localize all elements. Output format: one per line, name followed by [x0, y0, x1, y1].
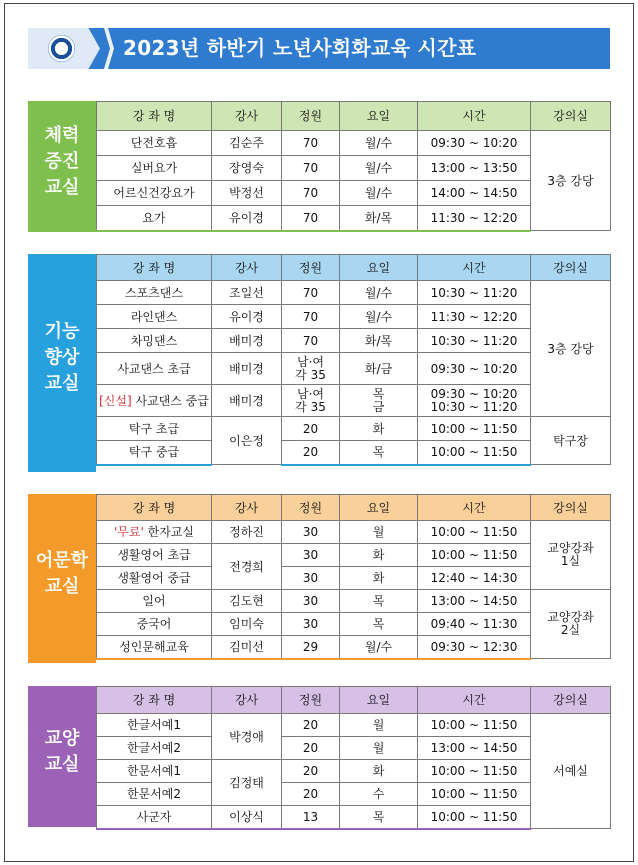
day: 화 — [340, 760, 418, 783]
time: 13:00 ~ 14:50 — [418, 737, 531, 760]
chevron-right-icon — [104, 28, 114, 69]
teacher: 배미경 — [212, 353, 282, 385]
capacity: 70 — [282, 329, 340, 353]
teacher: 전경희 — [212, 544, 282, 590]
time: 10:00 ~ 11:50 — [418, 544, 531, 567]
course-name: 라인댄스 — [97, 305, 212, 329]
day: 월/수 — [340, 281, 418, 305]
day: 화/금 — [340, 353, 418, 385]
col-header-teacher: 강사 — [212, 687, 282, 714]
col-header-teacher: 강사 — [212, 102, 282, 131]
teacher: 배미경 — [212, 385, 282, 417]
time: 10:00 ~ 11:50 — [418, 783, 531, 806]
col-header-teacher: 강사 — [212, 255, 282, 281]
room: 교양강좌 1실 — [531, 521, 611, 590]
col-header-capacity: 정원 — [282, 495, 340, 521]
teacher: 이은정 — [212, 417, 282, 465]
day: 화 — [340, 567, 418, 590]
category-label: 교양 교실 — [28, 686, 96, 827]
day: 목 — [340, 441, 418, 465]
time: 10:00 ~ 11:50 — [418, 417, 531, 441]
teacher: 장영숙 — [212, 156, 282, 181]
day: 목 — [340, 590, 418, 613]
time: 14:00 ~ 14:50 — [418, 181, 531, 206]
capacity: 20 — [282, 714, 340, 737]
section-language — [28, 494, 610, 663]
day: 월/수 — [340, 305, 418, 329]
course-name: 일어 — [97, 590, 212, 613]
table-row — [97, 281, 611, 305]
capacity: 20 — [282, 783, 340, 806]
time: 10:00 ~ 11:50 — [418, 441, 531, 465]
teacher: 조일선 — [212, 281, 282, 305]
free-course-tag: '무료' — [114, 525, 144, 539]
capacity: 남·여 각 35 — [282, 385, 340, 417]
day: 화/목 — [340, 206, 418, 231]
day: 목 금 — [340, 385, 418, 417]
course-name: 사교댄스 초급 — [97, 353, 212, 385]
table-row — [97, 590, 611, 613]
capacity: 70 — [282, 281, 340, 305]
table-header-row — [97, 255, 611, 281]
capacity: 13 — [282, 806, 340, 829]
table-header-row — [97, 102, 611, 131]
col-header-capacity: 정원 — [282, 102, 340, 131]
teacher: 김정태 — [212, 760, 282, 806]
room: 탁구장 — [531, 417, 611, 465]
col-header-room: 강의실 — [531, 687, 611, 714]
teacher: 유이경 — [212, 305, 282, 329]
day: 월/수 — [340, 156, 418, 181]
col-header-room: 강의실 — [531, 255, 611, 281]
course-name-text: 한자교실 — [143, 525, 194, 539]
teacher: 이상식 — [212, 806, 282, 829]
course-name — [97, 521, 212, 544]
room: 교양강좌 2실 — [531, 590, 611, 659]
teacher: 배미경 — [212, 329, 282, 353]
col-header-course: 강 좌 명 — [97, 102, 212, 131]
room: 서예실 — [531, 714, 611, 829]
col-header-day: 요일 — [340, 687, 418, 714]
capacity: 30 — [282, 544, 340, 567]
col-header-time: 시간 — [418, 495, 531, 521]
table-row — [97, 417, 611, 441]
course-name: 요가 — [97, 206, 212, 231]
category-label: 어문학 교실 — [28, 494, 96, 663]
col-header-day: 요일 — [340, 255, 418, 281]
title-banner — [28, 28, 610, 69]
capacity: 70 — [282, 156, 340, 181]
capacity: 30 — [282, 590, 340, 613]
category-label: 체력 증진 교실 — [28, 101, 96, 232]
capacity: 29 — [282, 636, 340, 659]
room: 3층 강당 — [531, 131, 611, 231]
time: 10:00 ~ 11:50 — [418, 760, 531, 783]
time: 09:40 ~ 11:30 — [418, 613, 531, 636]
time: 13:00 ~ 14:50 — [418, 590, 531, 613]
teacher: 김도현 — [212, 590, 282, 613]
col-header-time: 시간 — [418, 687, 531, 714]
col-header-capacity: 정원 — [282, 255, 340, 281]
capacity: 30 — [282, 567, 340, 590]
time: 09:30 ~ 10:20 — [418, 353, 531, 385]
time: 10:00 ~ 11:50 — [418, 521, 531, 544]
capacity: 70 — [282, 181, 340, 206]
day: 월/수 — [340, 181, 418, 206]
col-header-capacity: 정원 — [282, 687, 340, 714]
capacity: 30 — [282, 613, 340, 636]
room: 3층 강당 — [531, 281, 611, 417]
time: 11:30 ~ 12:20 — [418, 305, 531, 329]
time: 12:40 ~ 14:30 — [418, 567, 531, 590]
course-name: 생활영어 초급 — [97, 544, 212, 567]
day: 화 — [340, 417, 418, 441]
teacher: 박정선 — [212, 181, 282, 206]
course-name: 탁구 중급 — [97, 441, 212, 465]
day: 수 — [340, 783, 418, 806]
time: 09:30 ~ 10:20 10:30 ~ 11:20 — [418, 385, 531, 417]
capacity: 20 — [282, 737, 340, 760]
capacity: 30 — [282, 521, 340, 544]
capacity: 20 — [282, 417, 340, 441]
circle-icon — [48, 35, 75, 62]
table-row — [97, 131, 611, 156]
col-header-room: 강의실 — [531, 102, 611, 131]
new-course-tag: [신설] — [99, 393, 132, 408]
teacher: 유이경 — [212, 206, 282, 231]
capacity: 남·여 각 35 — [282, 353, 340, 385]
course-name-text: 사교댄스 중급 — [131, 393, 209, 408]
col-header-time: 시간 — [418, 102, 531, 131]
section-fitness — [28, 101, 610, 232]
course-name: 스포츠댄스 — [97, 281, 212, 305]
time: 09:30 ~ 10:20 — [418, 131, 531, 156]
day: 화/목 — [340, 329, 418, 353]
schedule-table — [96, 494, 611, 660]
teacher: 김미선 — [212, 636, 282, 659]
schedule-table — [96, 686, 611, 830]
course-name: 한문서예2 — [97, 783, 212, 806]
col-header-course: 강 좌 명 — [97, 255, 212, 281]
schedule-table — [96, 254, 611, 466]
time: 13:00 ~ 13:50 — [418, 156, 531, 181]
time: 10:00 ~ 11:50 — [418, 806, 531, 829]
col-header-room: 강의실 — [531, 495, 611, 521]
section-culture — [28, 686, 610, 827]
day: 월 — [340, 737, 418, 760]
course-name: 차밍댄스 — [97, 329, 212, 353]
col-header-day: 요일 — [340, 102, 418, 131]
course-name: 어르신건강요가 — [97, 181, 212, 206]
course-name: 생활영어 중급 — [97, 567, 212, 590]
category-label: 기능 향상 교실 — [28, 254, 96, 472]
time: 09:30 ~ 12:30 — [418, 636, 531, 659]
course-name: 중국어 — [97, 613, 212, 636]
col-header-teacher: 강사 — [212, 495, 282, 521]
col-header-course: 강 좌 명 — [97, 495, 212, 521]
course-name: 한글서예1 — [97, 714, 212, 737]
time: 10:30 ~ 11:20 — [418, 281, 531, 305]
col-header-course: 강 좌 명 — [97, 687, 212, 714]
day: 화 — [340, 544, 418, 567]
course-name — [97, 385, 212, 417]
capacity: 20 — [282, 760, 340, 783]
day: 목 — [340, 806, 418, 829]
time: 10:30 ~ 11:20 — [418, 329, 531, 353]
page-title: 2023년 하반기 노년사회화교육 시간표 — [123, 36, 477, 60]
course-name: 한문서예1 — [97, 760, 212, 783]
course-name: 탁구 초급 — [97, 417, 212, 441]
course-name: 실버요가 — [97, 156, 212, 181]
time: 10:00 ~ 11:50 — [418, 714, 531, 737]
capacity: 70 — [282, 305, 340, 329]
capacity: 70 — [282, 206, 340, 231]
table-header-row — [97, 687, 611, 714]
day: 월/수 — [340, 636, 418, 659]
col-header-day: 요일 — [340, 495, 418, 521]
course-name: 성인문해교육 — [97, 636, 212, 659]
table-header-row — [97, 495, 611, 521]
col-header-time: 시간 — [418, 255, 531, 281]
teacher: 김순주 — [212, 131, 282, 156]
table-row — [97, 521, 611, 544]
teacher: 정하진 — [212, 521, 282, 544]
day: 월/수 — [340, 131, 418, 156]
course-name: 한글서예2 — [97, 737, 212, 760]
teacher: 박경애 — [212, 714, 282, 760]
course-name: 사군자 — [97, 806, 212, 829]
day: 월 — [340, 714, 418, 737]
capacity: 70 — [282, 131, 340, 156]
section-skills — [28, 254, 610, 472]
course-name: 단전호흡 — [97, 131, 212, 156]
schedule-table — [96, 101, 611, 232]
teacher: 임미숙 — [212, 613, 282, 636]
table-row — [97, 714, 611, 737]
day: 월 — [340, 521, 418, 544]
time: 11:30 ~ 12:20 — [418, 206, 531, 231]
day: 목 — [340, 613, 418, 636]
capacity: 20 — [282, 441, 340, 465]
